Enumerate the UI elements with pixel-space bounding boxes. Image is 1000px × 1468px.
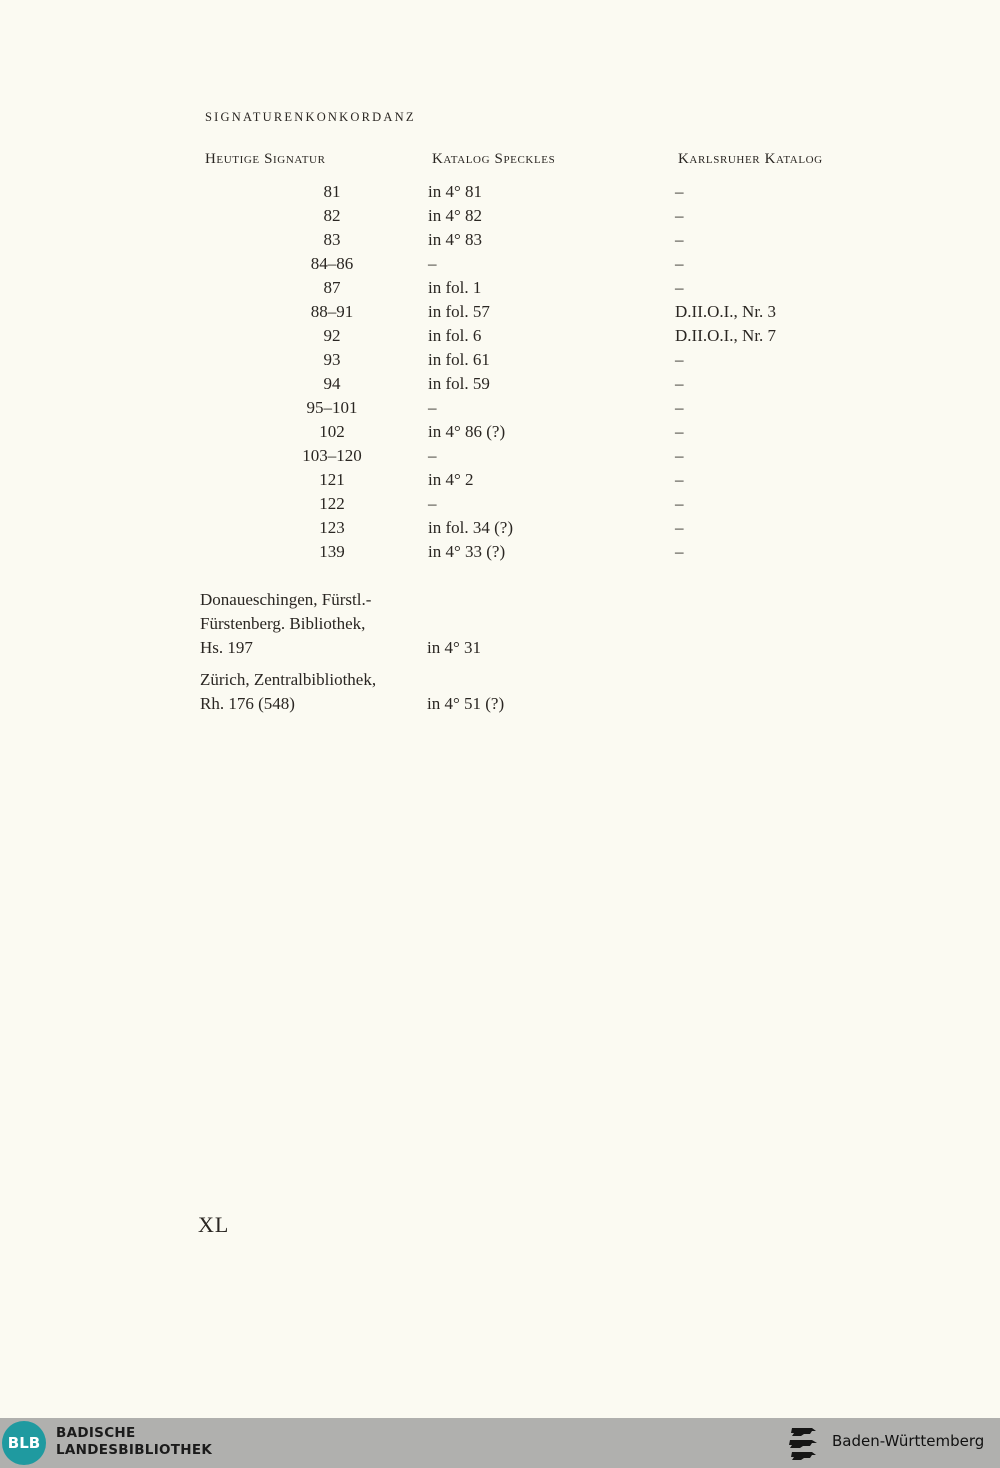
karlsruher-katalog-cell: –: [675, 494, 684, 513]
katalog-speckles-cell: in fol. 6: [428, 326, 482, 345]
karlsruher-katalog-cell: –: [675, 278, 684, 297]
table-row: [0, 492, 1000, 516]
table-row: [0, 276, 1000, 300]
column-header-katalog-speckles: Katalog Speckles: [432, 151, 556, 167]
heutige-signatur-cell: 82: [323, 206, 341, 225]
karlsruher-katalog-cell: –: [675, 446, 684, 465]
heutige-signatur-cell: 83: [323, 230, 341, 249]
column-header-karlsruher-katalog: Karlsruher Katalog: [678, 151, 823, 167]
baden-wuerttemberg-name[interactable]: Baden-Württemberg: [832, 1432, 985, 1450]
heutige-signatur-cell: 87: [323, 278, 341, 297]
heutige-signatur-cell: 81: [323, 182, 341, 201]
karlsruher-katalog-cell: –: [675, 206, 684, 225]
katalog-speckles-cell: in 4° 86 (?): [428, 422, 506, 441]
katalog-speckles-cell: in fol. 59: [428, 374, 490, 393]
katalog-speckles-cell: in 4° 81: [428, 182, 483, 201]
heutige-signatur-cell: 122: [319, 494, 345, 513]
karlsruher-katalog-cell: –: [675, 542, 684, 561]
heutige-signatur-cell: 94: [323, 374, 341, 393]
katalog-speckles-cell: in fol. 34 (?): [428, 518, 513, 537]
heutige-signatur-cell: 84–86: [310, 254, 354, 273]
blb-logo[interactable]: [2, 1421, 46, 1465]
table-row: [0, 420, 1000, 444]
table-row: [0, 180, 1000, 204]
table-row: [0, 348, 1000, 372]
heutige-signatur-cell: 93: [323, 350, 341, 369]
katalog-speckles-cell: in fol. 61: [428, 350, 490, 369]
table-row: [0, 300, 1000, 324]
running-head: SIGNATURENKONKORDANZ: [205, 110, 416, 124]
katalog-speckles-cell: in 4° 33 (?): [428, 542, 506, 561]
heutige-signatur-cell: 95–101: [306, 398, 358, 417]
karlsruher-katalog-cell: D.II.O.I., Nr. 3: [675, 302, 777, 321]
heutige-signatur-cell: 88–91: [310, 302, 354, 321]
katalog-speckles-cell: in fol. 57: [428, 302, 490, 321]
katalog-speckles-cell: –: [428, 494, 437, 513]
katalog-speckles-cell: –: [428, 446, 437, 465]
table-row: [0, 228, 1000, 252]
library-shelfmark: Hs. 197: [200, 638, 253, 657]
concordance-table: [0, 180, 1000, 564]
table-row: [0, 396, 1000, 420]
katalog-speckles-cell: in 4° 82: [428, 206, 483, 225]
table-row: [0, 444, 1000, 468]
three-lions-icon: [786, 1423, 826, 1463]
katalog-speckles-cell: –: [428, 254, 437, 273]
karlsruher-katalog-cell: –: [675, 398, 684, 417]
heutige-signatur-cell: 103–120: [302, 446, 362, 465]
blb-name-line2: LANDESBIBLIOTHEK: [56, 1442, 213, 1458]
heutige-signatur-cell: 102: [319, 422, 345, 441]
library-name-line: Zürich, Zentralbibliothek,: [200, 670, 377, 689]
speckles-reference: in 4° 31: [427, 638, 482, 657]
blb-name-line1: BADISCHE: [56, 1425, 136, 1441]
karlsruher-katalog-cell: –: [675, 470, 684, 489]
speckles-reference: in 4° 51 (?): [427, 694, 505, 713]
katalog-speckles-cell: in fol. 1: [428, 278, 482, 297]
blb-name[interactable]: [56, 1425, 212, 1459]
footer-bar: [0, 1418, 1000, 1468]
karlsruher-katalog-cell: –: [675, 182, 684, 201]
library-name-line: Fürstenberg. Bibliothek,: [200, 614, 366, 633]
page-number: XL: [198, 1212, 230, 1237]
column-header-heutige-signatur: Heutige Signatur: [205, 151, 326, 167]
table-row: [0, 252, 1000, 276]
katalog-speckles-cell: –: [428, 398, 437, 417]
karlsruher-katalog-cell: –: [675, 254, 684, 273]
katalog-speckles-cell: in 4° 2: [428, 470, 474, 489]
karlsruher-katalog-cell: –: [675, 518, 684, 537]
library-shelfmark: Rh. 176 (548): [200, 694, 295, 713]
karlsruher-katalog-cell: D.II.O.I., Nr. 7: [675, 326, 777, 345]
table-row: [0, 468, 1000, 492]
karlsruher-katalog-cell: –: [675, 350, 684, 369]
karlsruher-katalog-cell: –: [675, 422, 684, 441]
heutige-signatur-cell: 139: [319, 542, 345, 561]
heutige-signatur-cell: 123: [319, 518, 345, 537]
table-row: [0, 540, 1000, 564]
heutige-signatur-cell: 121: [319, 470, 345, 489]
heutige-signatur-cell: 92: [323, 326, 341, 345]
table-row: [0, 204, 1000, 228]
library-name-line: Donaueschingen, Fürstl.-: [200, 590, 372, 609]
katalog-speckles-cell: in 4° 83: [428, 230, 483, 249]
table-row: [0, 324, 1000, 348]
karlsruher-katalog-cell: –: [675, 230, 684, 249]
karlsruher-katalog-cell: –: [675, 374, 684, 393]
table-row: [0, 516, 1000, 540]
table-row: [0, 372, 1000, 396]
blb-logo-text: BLB: [7, 1434, 41, 1452]
